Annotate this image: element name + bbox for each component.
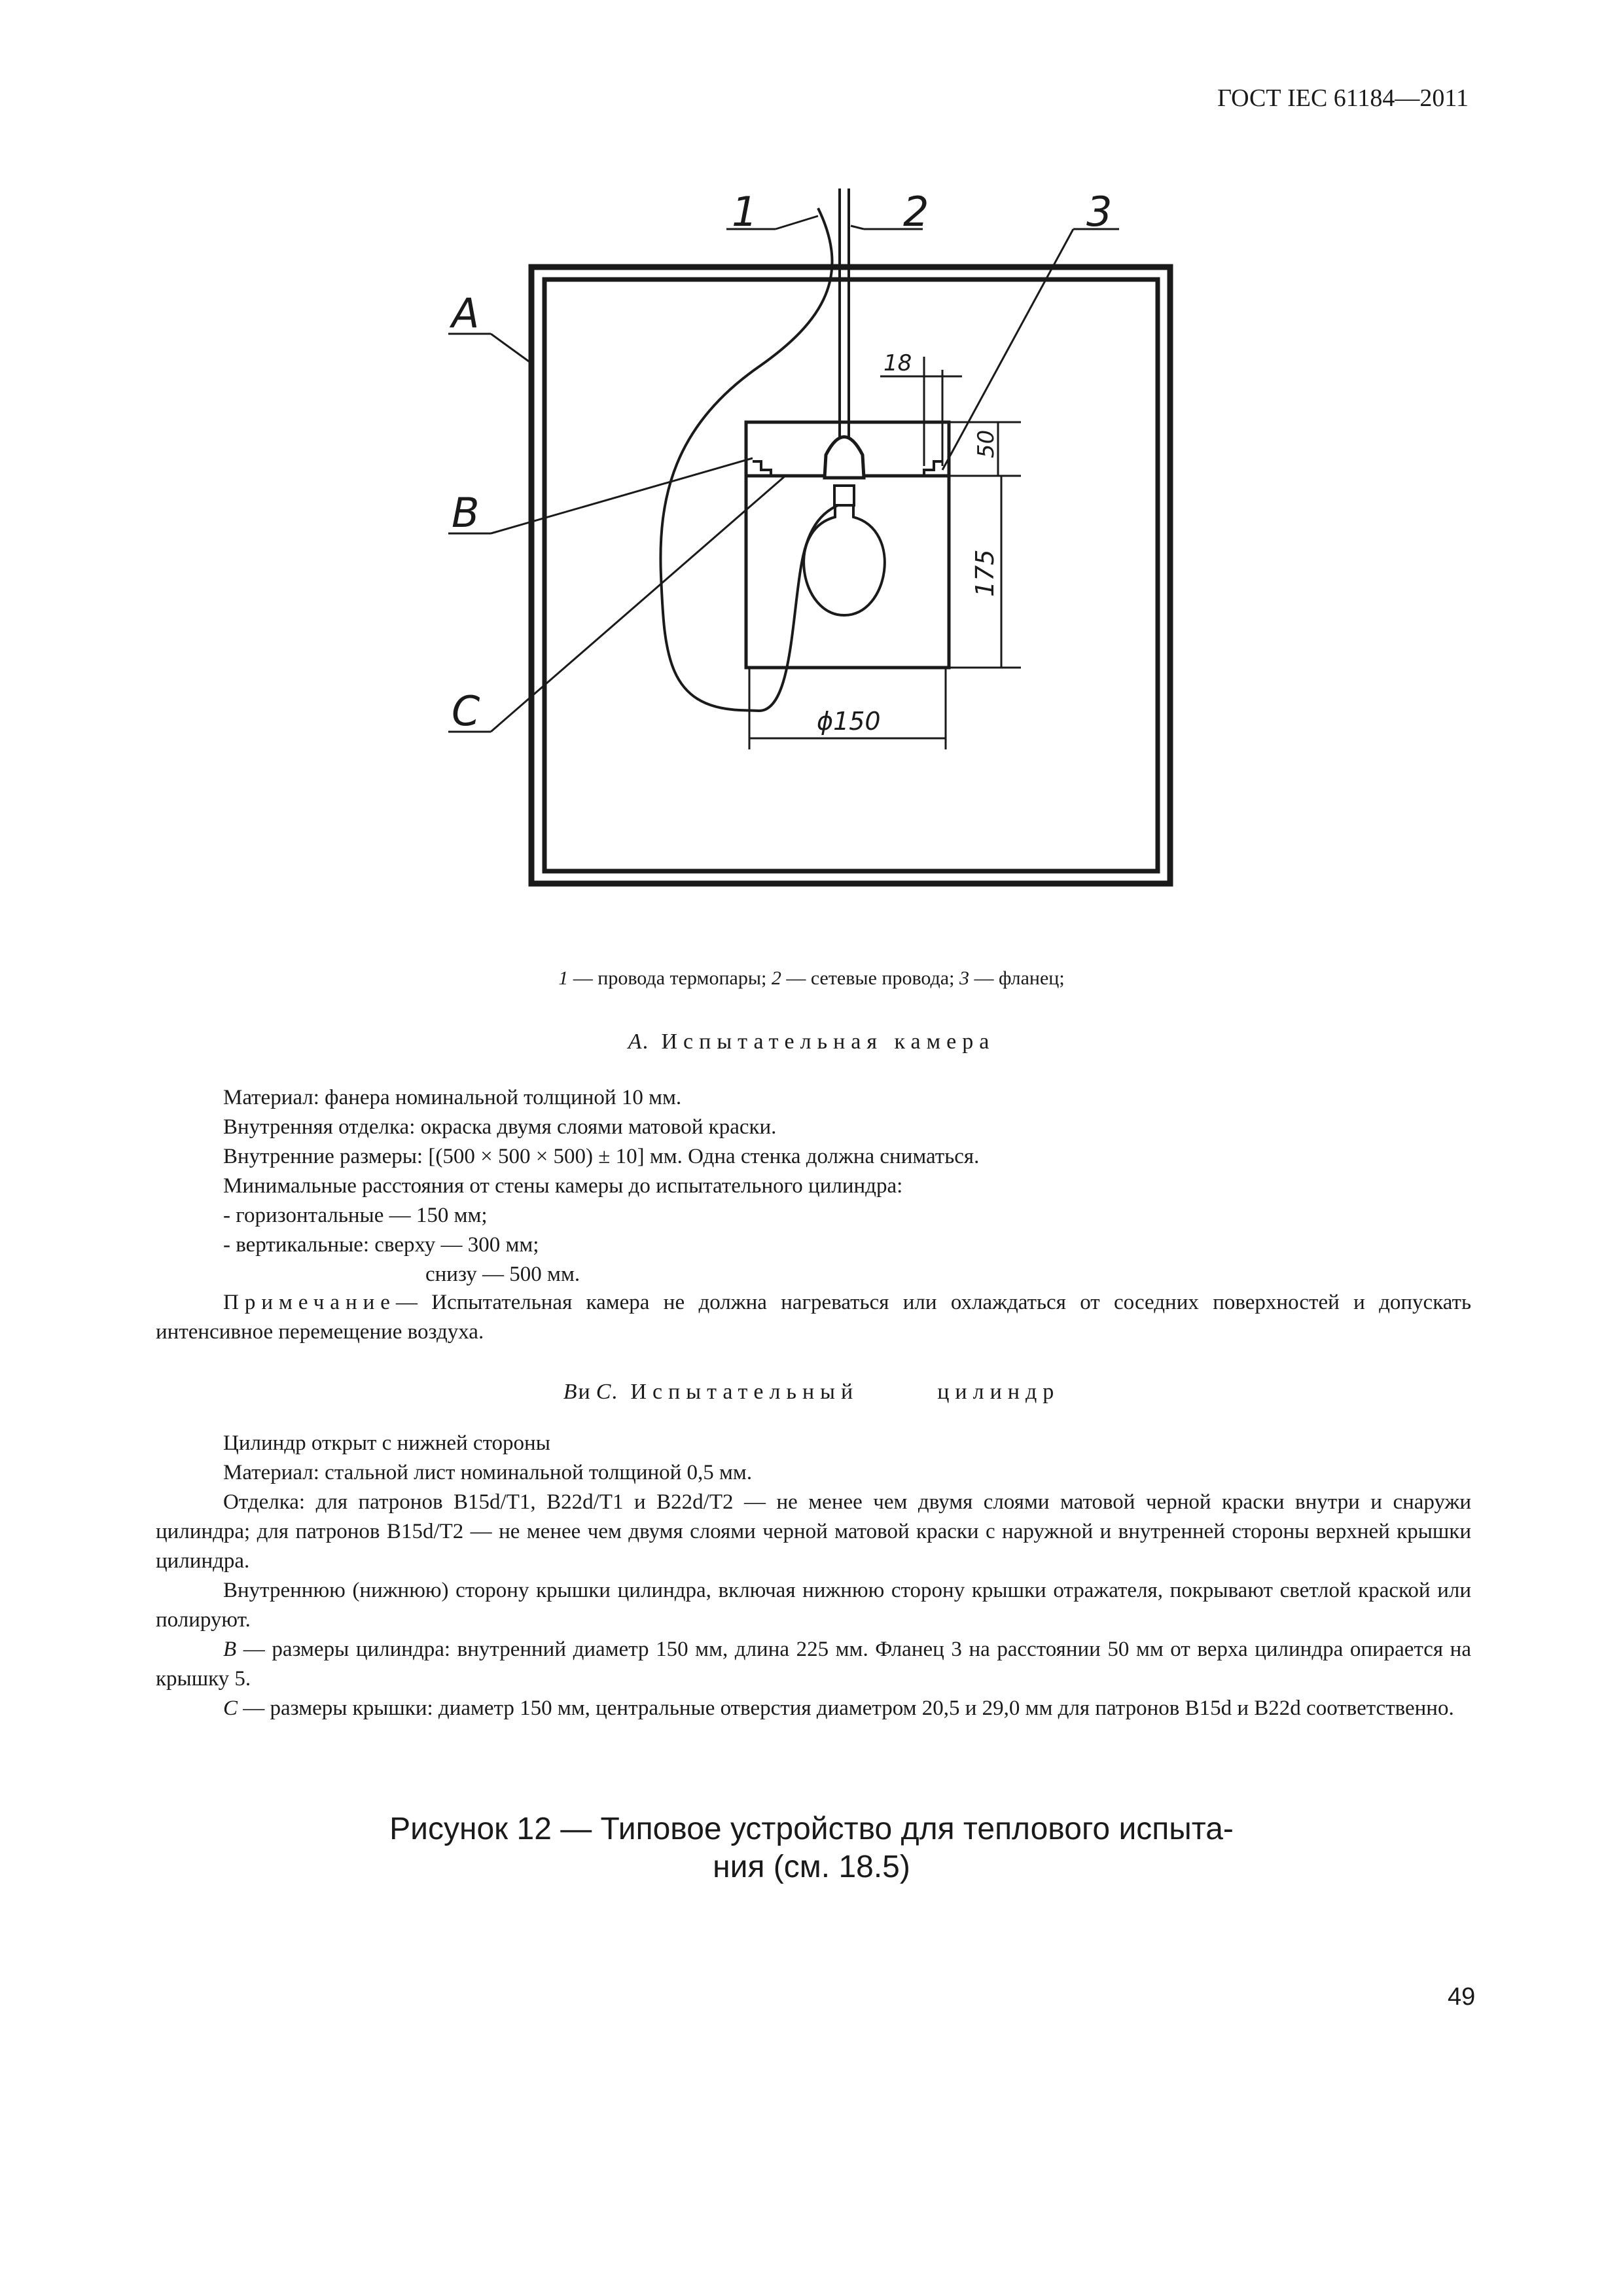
section-c-letter: С.	[596, 1380, 619, 1404]
legend-text-2: — сетевые провода;	[781, 967, 959, 989]
dim-175-label: 175	[971, 549, 999, 597]
legend-num-3: 3	[959, 967, 969, 989]
page-number: 49	[1448, 1983, 1476, 2011]
cylinder-paragraph: Внутреннюю (нижнюю) сторону крышки цилиндра, включая нижнюю сторону крышки отражателя, покрывают светлой краской или полируют.	[156, 1579, 1471, 1632]
lamp-base	[834, 486, 854, 505]
label-a: A	[452, 289, 480, 337]
section-a-line: Минимальные расстояния от стены камеры до испытательного цилиндра:	[223, 1174, 903, 1198]
dim-b-text: — размеры цилиндра: внутренний диаметр 150 мм, длина 225 мм. Фланец 3 на расстоянии 50 мм от верха цилиндра опирается на крышку 5.	[156, 1638, 1471, 1691]
leader-a	[491, 334, 531, 363]
dim-150-label: ϕ150	[817, 707, 881, 736]
label-1: 1	[732, 188, 758, 236]
section-bc-heading-2: цилиндр	[937, 1380, 1060, 1404]
note-word: Примечание	[223, 1291, 396, 1314]
section-a-heading: Испытательная камера	[661, 1030, 995, 1054]
section-a-title	[0, 1030, 1623, 1054]
label-3: 3	[1086, 188, 1113, 236]
note-block	[156, 1288, 1471, 1347]
dim-c-text: — размеры крышки: диаметр 150 мм, центральные отверстия диаметром 20,5 и 29,0 мм для патронов B15d и B22d соответственно.	[238, 1696, 1454, 1720]
section-a-line: - горизонтальные — 150 мм;	[223, 1204, 488, 1227]
leader-2	[851, 226, 864, 229]
cylinder-paragraph	[156, 1635, 1471, 1694]
cylinder-paragraph	[156, 1694, 1471, 1723]
caption-line-2: ния (см. 18.5)	[713, 1850, 910, 1884]
section-bc-title	[0, 1380, 1623, 1405]
cylinder-paragraph: Материал: стальной лист номинальной толщиной 0,5 мм.	[223, 1461, 753, 1484]
note-text: — Испытательная камера не должна нагреваться или охлаждаться от соседних поверхностей и допускать интенсивное перемещение воздуха.	[156, 1291, 1471, 1344]
dim-18-label: 18	[883, 350, 912, 376]
note-paragraph	[156, 1288, 1471, 1347]
section-bc-conj: и	[578, 1380, 596, 1404]
section-bc-body	[156, 1429, 1471, 1723]
legend-text-3: — фланец;	[969, 967, 1065, 989]
section-bc-heading-1: Испытательный	[630, 1380, 859, 1404]
lampholder	[825, 437, 864, 478]
section-a-line: Материал: фанера номинальной толщиной 10 мм.	[223, 1086, 682, 1109]
test-apparatus-drawing	[0, 0, 1623, 929]
dim-b-letter: B	[223, 1638, 237, 1661]
label-b: B	[452, 489, 480, 537]
figure-caption	[0, 1810, 1623, 1886]
dim-c-letter: C	[223, 1696, 238, 1720]
dim-50-label: 50	[973, 429, 999, 458]
flange-left	[753, 461, 771, 476]
section-a-line: снизу — 500 мм.	[425, 1263, 580, 1286]
chamber-inner-wall	[544, 279, 1158, 871]
section-a-letter: А.	[628, 1030, 650, 1054]
label-2: 2	[903, 188, 929, 236]
cylinder-paragraph: Отделка: для патронов B15d/T1, B22d/T1 и B22d/T2 — не менее чем двумя слоями матовой черной краски внутри и снаружи цилиндра; для патронов B15d/T2 — не менее чем двумя слоями черной матовой краски с наружной и внутренней стороны верхней крышки цилиндра.	[156, 1490, 1471, 1573]
section-b-letter: В	[563, 1380, 579, 1404]
document-header: ГОСТ IEC 61184—2011	[1217, 84, 1469, 112]
section-a-line: - вертикальные: сверху — 300 мм;	[223, 1233, 539, 1257]
label-c: C	[452, 687, 480, 735]
section-a-line: Внутренние размеры: [(500 × 500 × 500) ± 10] мм. Одна стенка должна сниматься.	[223, 1145, 980, 1168]
leader-1	[776, 216, 818, 229]
cylinder-paragraph: Цилиндр открыт с нижней стороны	[223, 1431, 550, 1455]
caption-line-1: Рисунок 12 — Типовое устройство для теплового испыта-	[389, 1812, 1234, 1846]
leader-c	[491, 476, 785, 732]
flange-right	[924, 461, 942, 476]
figure-legend	[0, 967, 1623, 990]
chamber-outer-wall	[531, 267, 1170, 884]
legend-num-1: 1	[558, 967, 569, 989]
legend-num-2: 2	[771, 967, 781, 989]
section-a-line: Внутренняя отделка: окраска двумя слоями матовой краски.	[223, 1115, 777, 1139]
section-a-body	[156, 1083, 1471, 1289]
legend-text-1: — провода термопары;	[568, 967, 772, 989]
